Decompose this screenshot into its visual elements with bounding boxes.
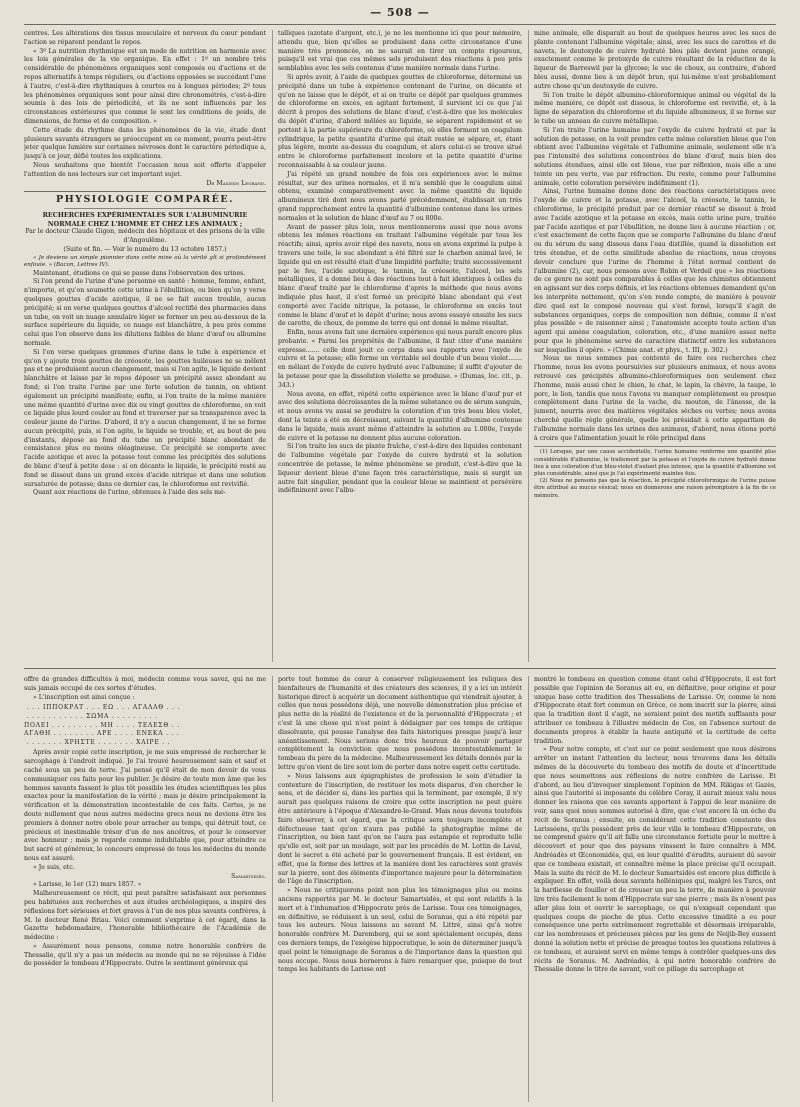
article-title: RECHERCHES EXPÉRIMENTALES SUR L'ALBUMINURIE NORMALE CHEZ L'HOMME ET CHEZ LES ANIMAUX ; <box>42 211 248 228</box>
paragraph: J'ai répété un grand nombre de fois ces expériences avec le même résultat, sur des urines normales, et il m'a semblé que le coagulum ainsi obtenu, examiné comparativement avec la même quantité du liquide albumineux tiré dont nous avons parlé précédemment, établissait un très grand rapprochement entre la quantité d'albumine contenue dans les urines normales et la solution de blanc d'œuf au 7 ou 800e. <box>278 170 522 222</box>
inscription-line: . . . ΙΠΠΟΚΡΑΤ . . . ΕΩ . . . ΑΓΑΛΑΘ . . . <box>24 704 181 712</box>
signature: Samartsidès. <box>231 872 266 880</box>
paragraph: Nous avons, en effet, répété cette expérience avec le blanc d'œuf pur et avec des solutions décroissantes de la même substance ou de sérum sanguin, et nous avons vu aussi se produire la coloration d'un très beau bleu violet, dont la teinte a été en décroissant, suivant la quantité d'albumine contenue dans le liquide, mais avant même d'atteindre la solution au 1.000e, l'oxyde de cuivre et la potasse ne donnent plus aucune coloration. <box>278 390 522 442</box>
paragraph: montré le tombeau en question comme étant celui d'Hippocrate, il est fort possible que l'opinion de Soranus ait eu, en définitive, pour origine et pour unique base cette tradition des Thessaliens de Larisse. Or, comme le nom d'Hippocrate était fort commun en Grèce, ce nom inscrit sur la pierre, ainsi que la tradition dont il s'agit, ne seraient point des motifs suffisants pour attribuer ce tombeau à l'illustre médecin de Cos, en l'absence surtout de documents propres à établir la haute antiquité et la certitude de cette tradition. <box>534 676 776 745</box>
paragraph: « 3º La nutrition rhythmique est un mode de nutrition en harmonie avec les lois générales de la vie organique. En effet : 1º un nombre très considérable de phénomènes organiques sont composés ou d'actions et de repos alternatifs à temps réguliers, ou d'actions opposées se succédant l'une à l'autre, c'est-à-dire rhythmiques à courtes ou à longues périodes; 2º tous les phénomènes organiques sont pour ainsi dire chronométrés, c'est-à-dire soumis à des lois de périodicité, et ils ne sont influencés par les circonstances extérieures que comme le sont les conditions de poids, de dimensions, de forme et de composition. » <box>24 47 266 125</box>
paragraph: Maintenant, étudions ce qui se passe dans l'observation des urines. <box>33 269 246 277</box>
paragraph: mine animale, elle disparaît au bout de quelques heures avec les sucs de plante contenant l'albumine végétale; ainsi, avec les sucs de carottes et de navets, le deutoxyde de cuivre hydraté bleu pâle devient jaune orangé, exactement comme le protoxyde de cuivre résultant de la réduction de la liqueur de Barreswil par la glycose; le suc de choux, au contraire, d'abord bleu aussi, donne lieu à un dépôt brun, qui lui-même n'est probablement autre chose qu'un deutoxyde de cuivre. <box>534 30 776 90</box>
paragraph: Enfin, nous avons fait une dernière expérience qui nous paraît encore plus probante. « Parmi les propriétés de l'albumine, il faut citer d'une manière expresse....... celle dont jouit ce corps dans ses rapports avec l'oxyde de cuivre et la potasse; elle forme un véritable sel double d'un beau violet....... en mêlant de l'oxyde de cuivre hydraté avec l'albumine; il suffit d'ajouter de la potasse pour que la dissolution violette se produise. » (Dumas, loc. cit., p. 343.) <box>278 329 522 389</box>
footnotes <box>534 446 776 499</box>
paragraph: porte tout homme de cœur à conserver religieusement les reliques des bienfaiteurs de l'humanité et des créateurs des sciences, il y a ici un intérêt historique direct à acquérir un document authentique qui viendrait ajouter, à celles que nous possédons déjà, une nouvelle démonstration plus précise et plus nette de la réalité de l'existence et de la personnalité d'Hippocrate ; et c'est là une chose qui n'est point à dédaigner par ces temps de critique dissolvante, qui pousse l'analyse des faits historiques presque jusqu'à leur anéantissement. Nous serions donc très heureux de pouvoir partager complètement la conviction que nous possédons incontestablement le tombeau du père de la médecine. Malheureusement les détails donnés par la lettre qu'on vient de lire sont loin de porter dans notre esprit cette certitude. <box>278 676 522 771</box>
footnote: (1) Lorsque, par une cause accidentelle, l'urine humaine renferme une quantité plus considérable d'albumine, le traitement par la potasse et l'oxyde de cuivre hydraté donne lieu à une coloration d'un bleu-violet d'autant plus intense, que la quantité d'albumine est plus considérable, ainsi que je l'ai expérimenté maintes fois. <box>534 449 776 478</box>
paragraph: Si l'on traite les sucs de plante fraîche, c'est-à-dire des liquides contenant de l'albumine végétale par l'oxyde de cuivre hydraté et la solution concentrée de potasse, le même phénomène se produit, c'est-à-dire que la liqueur devient bleue d'une façon très caractéristique, mais si surgit un autre fait singulier, pendant que la couleur bleue se maintient et persévère indéfiniment avec l'albu- <box>278 443 522 495</box>
inscription-line: . . . . . . . . . . . ΣΩΜΑ . . . . . . . . . <box>24 712 158 720</box>
column-1 <box>24 30 266 662</box>
paragraph: Si l'on verse quelques grammes d'urine dans le tube à expérience et qu'on y ajoute trois gouttes de créosote, les gouttes huileuses ne se mêlent pas et ne produisent aucun changement, mais si l'on agite, le liquide devient blanchâtre et laisse par le repos déposer un précipité assez abondant au fond; si l'on traite l'urine par une forte solution de tannin, on obtient également un précipité manifeste; enfin, si l'on traite de la même manière une même quantité d'urine avec dix ou vingt gouttes de chloroforme, on voit ce liquide plus lourd couler au fond et traverser par sa transparence avec la couleur jaune de l'urine. D'abord, il n'y a aucun changement, il ne se forme aucun précipité, puis, si l'on agite, le liquide se trouble, et, au bout de peu d'instants, dépose au fond du tube un précipité blanc abondant de consistance plus ou moins oléagineuse. Ce précipité se comporte avec l'acide azotique et avec la potasse tout comme les précipités des solutions de blanc d'œuf à petite dose : si on décante le liquide, le précipité resté au fond se dissout dans un grand excès d'acide nitrique et dans une solution sursaturée de potasse; dans ce dernier cas, le chloroforme est revivifié. <box>24 348 266 488</box>
column-3 <box>534 30 776 662</box>
paragraph: Si l'on traite le dépôt albumino-chloroformique animal ou végétal de la même manière, ce dépôt est dissous, le chloroforme est revivifié, et, à la ligne de séparation du chloroforme et du liquide albumineux, il se forme sur le tube un anneau de cuivre métallique. <box>534 91 776 125</box>
paragraph: centres. Les altérations des tissus musculaire et nerveux du cœur pendant l'action se réparent pendant le repos. <box>24 30 266 46</box>
header-rule <box>24 24 776 25</box>
paragraph: » Je suis, etc. <box>33 863 75 871</box>
inscription-line: . . . . . . . ΧΡΗΣΤΕ . . . . . . . ΧΑΙΡΕ . . <box>24 738 171 746</box>
section-title: PHYSIOLOGIE COMPARÉE. <box>56 194 234 206</box>
paragraph: Avant de passer plus loin, nous mentionnerons aussi que nous avons obtenu les mêmes réactions en traitant l'albumine végétale par tous les réactifs; ainsi, après avoir râpé des navets, nous en avons exprimé la pulpe à travers une toile, le suc abondant a été filtré sur le charbon animal lavé, le liquide qui en est résulté était d'une limpidité parfaite; traité successivement par le feu, l'acide azotique, le tannin, la créosote, l'alcool, les sels métalliques, il a donné lieu à des réactions tout à fait identiques à celles du blanc d'œuf traité par le chloroforme d'après la méthode que nous avons indiquée plus haut, il s'est formé un précipité blanc abondant qui s'est comporté avec l'acide nitrique, la potasse, le chloroforme en excès tout comme le blanc d'œuf et le dépôt d'urine; nous avons essayé ensuite les sucs de carotte, de choux, de pomme de terre qui ont donné le même résultat. <box>278 223 522 328</box>
inscription-line: ΑΓΑΘΗ . . . . . . . . ΑΡΕ . . . . ΕΝΕΚΑ . . . <box>24 730 180 738</box>
paragraph: talliques (azotate d'argent, etc.), je ne les mentionne ici que pour mémoire, attendu que, bien qu'elles se produisent dans cette circonstance d'une manière très prononcée, on ne saurait en tirer un compte rigoureux, puisqu'il est vrai que ces mêmes sels produisent des réactions à peu près semblables avec les sels contenus d'une manière normale dans l'urine. <box>278 30 522 73</box>
paragraph: » Nous ne critiquerons point non plus les témoignages plus ou moins anciens rapportés par M. le docteur Samartsidès, et qui sont relatifs à la mort et à l'inhumation d'Hippocrate près de Larisse. Tous ces témoignages, en définitive, se réduisent à un seul, celui de Soranus, qui a été répété par tous les auteurs. Nous laissons au savant M. Littré, ainsi qu'à notre honorable confrère M. Daremberg, qui se sont spécialement occupés, dans ces derniers temps, de l'exégèse hippocratique, le soin de déterminer jusqu'à quel point le témoignage de Soranus a de l'importance dans la question qui nous occupe. Nous nous bornerons à faire remarquer que, puisque de tout temps les habitants de Larisse ont <box>278 887 522 974</box>
column-divider <box>272 30 273 662</box>
column-5 <box>278 676 522 1102</box>
paragraph: » L'inscription est ainsi conçue : <box>33 693 135 701</box>
paragraph: offre de grandes difficultés à moi, médecin comme vous savez, qui ne me suis jamais occupé de ces sortes d'études. <box>24 676 266 692</box>
byline: Par le docteur Claude Gigon, médecin des hôpitaux et des prisons de la ville d'Angoulême. <box>25 228 265 245</box>
fold-rule <box>24 668 776 669</box>
footnote: (2) Nous ne pensons pas que la réaction, le précipité chloroformique de l'urine puisse être attribué au mucus vésical; nous en donnerons une raison péremptoire à la fin de ce mémoire. <box>534 478 776 499</box>
column-divider <box>528 676 529 1102</box>
paragraph: Si l'on prend de l'urine d'une personne en santé : homme, femme, enfant, n'importe, et qu'on soumette cette urine à l'ébullition, ou bien qu'on y verse quelques gouttes d'acide azotique, il ne se fait aucun trouble, aucun précipité; si on verse quelques gouttes d'alcool rectifié des pharmacies dans un tube, on voit un nuage annulaire léger se former un peu au-dessous de la surface supérieure du liquide, ce nuage est blanchâtre, à peu près comme celui que l'on observe dans les dilutions faibles de blanc d'œuf ou albumine normale. <box>24 278 266 347</box>
paragraph: Si l'on traite l'urine humaine par l'oxyde de cuivre hydraté et par la solution de potasse, on la voit prendre cette même coloration bleue que l'on obtient avec l'albumine végétale et l'albumine animale, seulement elle n'a pas l'intensité des solutions concentrées de blanc d'œuf, mais bien des solutions étendues, ainsi elle est bleue, vue par réflexion, mais elle a une teinte un peu verte, vue par réfraction. Du reste, comme pour l'albumine animale, cette coloration persévère indéfiniment (1). <box>534 126 776 187</box>
paragraph: Si après avoir, à l'aide de quelques gouttes de chloroforme, déterminé un précipité dans un tube à expérience contenant de l'urine, on décante et qu'on ne laisse que le dépôt, et si on traite ce dépôt par quelques grammes de chloroforme en excès, en agitant fortement, il survient ici ce que j'ai décrit à propos des solutions de blanc d'œuf, c'est-à-dire que les molécules du dépôt d'urine, d'abord mêlées au liquide, se séparent rapidement et se portent à la partie supérieure du chloroforme, où elles forment un coagulum cylindrique, la petite quantité d'urine qui était restée se sépare, et, étant plus légère, monte au-dessus du coagulum, et alors celui-ci se trouve situé entre le chloroforme parfaitement incolore et la petite quantité d'urine reconnaissable à sa couleur jaune. <box>278 73 522 169</box>
column-6 <box>534 676 776 1102</box>
column-divider <box>272 676 273 1102</box>
page-number: — 508 — <box>370 6 430 19</box>
epigraph: « Je deviens un simple pionnier dans cette mine où la vérité gît si profondément enfouie. » (Bacon, Lettres IV). <box>24 254 266 269</box>
section-rule <box>64 208 226 209</box>
paragraph: Malheureusement ce récit, qui peut paraître satisfaisant aux personnes peu habituées aux recherches et aux études archéologiques, a inspiré des réflexions fort sérieuses et fort graves à l'un de nos plus savants confrères, à M. le docteur René Briau. Voici comment s'exprime à cet égard, dans la Gazette hebdomadaire, l'honorable bibliothécaire de l'Académie de médecine : <box>24 890 266 942</box>
inscription-line: ΠΟΛΕΙ . . . . . . . . . ΜΗ . . . . ΤΕΛΕΣΘ . . <box>24 721 180 729</box>
paragraph: Nous souhaitons que bientôt l'occasion nous soit offerte d'appeler l'attention de nos lecteurs sur cet important sujet. <box>24 161 266 178</box>
paragraph: Ainsi, l'urine humaine donne donc des réactions caractéristiques avec l'oxyde de cuivre et la potasse, avec l'alcool, la créosote, le tannin, le chloroforme, le précipité produit par ce dernier réactif se dissout à froid avec l'acide azotique et la potasse en excès, mais cette urine pure, traitée par l'acide azotique et par l'ébullition, ne donne lieu à aucune réaction ; or, c'est exactement de cette façon que se comporte l'albumine du blanc d'œuf ou du sérum du sang dissous dans l'eau distillée, quand la dissolution est très étendue, et de cette similitude absolue de réactions, nous croyons devoir conclure que l'urine de l'homme à l'état normal contient de l'albumine (2), car, nous pensons avec Robin et Verdeil que « les réactions de ce genre ne sont pas comparables à celles que les chimistes obtiennent en agissant sur des corps définis, et les réactions obtenues demandent qu'on les interprète nettement, qu'on s'en rende compte, de manière à pouvoir dire quel est le composé nouveau qui s'est formé, lorsqu'il s'agit de substances organiques, corps de composition non définie, comme il n'est plus possible » de raisonner ainsi ; l'anatomiste accepte toute action d'un agent qui amène coagulation, coloration, etc., d'une manière assez nette pour que le phénomène serve de caractère distinctif entre les substances sur lesquelles il opère. » (Chimie anat. et phys., t. III, p. 302.) <box>534 188 776 354</box>
section-rule <box>24 191 266 192</box>
paragraph: Quant aux réactions de l'urine, obtenues à l'aide des sels mé- <box>33 489 226 497</box>
paragraph: « Assurément nous pensons, comme notre honorable confrère de Thessalie, qu'il n'y a pas un médecin au monde qui ne se réjouisse à l'idée de posséder le tombeau d'Hippocrate. Outre le sentiment généreux qui <box>24 942 266 968</box>
column-2 <box>278 30 522 662</box>
column-4 <box>24 676 266 1102</box>
paragraph: Nous ne nous sommes pas contenté de faire ces recherches chez l'homme, nous les avons poursuivies sur plusieurs animaux, et nous avons retrouvé ces précipités albumino-chloroformiques non seulement chez l'homme, mais aussi chez le chien, le chat, le lapin, la chèvre, la taupe, le porc, le lion, tandis que nous l'avons vu manquer complètement ou presque complètement dans l'urine de la vache, du mouton, de l'ânesse, de la jument, nourris avec des matières végétales sèches ou vertes; nous avons cherché quelle règle générale, quelle loi présidait à cette apparition de l'albumine normale dans les urines des animaux, d'abord, nous étions porté à croire que l'alimentation jouait le rôle principal dans <box>534 355 776 442</box>
column-divider <box>528 30 529 662</box>
dateline: » Larisse, le 1er (12) mars 1857. » <box>33 881 142 889</box>
greek-inscription <box>24 704 266 747</box>
signature: Dr Maximin Legrand. <box>206 179 266 187</box>
paragraph: Après avoir copié cette inscription, je me suis empressé de rechercher le sarcophage à l'endroit indiqué. Je l'ai trouvé heureusement sain et sauf et caché sous un peu de terre. J'ai pensé qu'il était de mon devoir de vous communiquer ces faits pour les publier. Je désire de toute mon âme que les hommes savants fassent le plus tôt possible les études scientifiques les plus exactes pour la manifestation de la vérité ; mais je désire principalement la vérification et la démonstration incontestable de ces faits. Certes, je ne doute nullement que nous autres médecins grecs nous ne devions être les premiers à donner notre obole pour arracher au temps, qui détruit tout, ce précieux et inestimable trésor d'un de nos ancêtres, et pour le conserver avec honneur ; mais je regarde comme indubitable que, pour atteindre ce but sacré et généreux, le concours empressé de tous les médecins du monde nous est assuré. <box>24 749 266 862</box>
paragraph: » Nous laissons aux épigraphistes de profession le soin d'étudier la contexture de l'inscription, de restituer les mots disparus, d'en chercher le sens, et de décider si, dans les parties qui la terminent, par exemple, il n'y aurait pas quelques raisons de croire que cette inscription ne peut guère être antérieure à l'époque d'Alexandre-le-Grand. Mais nous devons toutefois faire observer, à cet égard, que la critique sera toujours incomplète et défectueuse tant qu'on n'aura pas publié la photographie même de l'inscription, ou bien tant qu'on ne l'aura pas estampée et reproduite telle qu'elle est, soit par un moulage, soit par les procédés de M. Lottin de Laval, dont le secret a été acheté par le gouvernement français. Il est évident, en effet, que la forme des lettres et la manière dont les caractères sont gravés sur la pierre, sont des éléments d'importance majeure pour la détermination de l'âge de l'inscription. <box>278 772 522 886</box>
continued-note: (Suite et fin. — Voir le numéro du 13 octobre 1857.) <box>63 245 227 253</box>
paragraph: Cette étude du rhythme dans les phénomènes de la vie, étude dont plusieurs savants étrangers se préoccupent en ce moment, pourra peut-être jeter quelque lumière sur certaines névroses dont le caractère périodique a, jusqu'à ce jour, défié toutes les explications. <box>24 126 266 161</box>
paragraph: » Pour notre compte, et c'est sur ce point seulement que nous désirons arrêter un instant l'attention du lecteur, nous trouvons dans les détails mêmes de la découverte du tombeau des motifs de doute et d'incertitude que nous soumettons aux réflexions de notre confrère de Larisse. Et d'abord, au lieu d'invoquer simplement l'opinion de MM. Rikigas et Gazès, ainsi que l'autorité si imposante du célèbre Coray, il aurait mieux valu nous donner les raisons que ces savants apportent à l'appui de leur manière de voir, sans quoi nous sommes autorisé à dire, que c'est encore là un écho du récit de Soranus ; ensuite, en considérant cette tradition constante des Larisséens, qu'ils possèdent près de leur ville le tombeau d'Hippocrate, on ne comprend guère qu'il ait fallu une circonstance fortuite pour le mettre à découvert et pour que des paysans vinssent le faire connaître à MM. Andréadès et Œconomidès, qui, en leur qualité d'érudits, auraient dû savoir que ce tombeau existait, et connaître même la place précise qu'il occupait. Mais la suite du récit de M. le docteur Samartsidès est encore plus difficile à expliquer. En effet, voilà deux savants helléniques qui, malgré les Turcs, ont la hardiesse de fouiller et de creuser un peu la terre, de manière à pouvoir lire très facilement le nom d'Hippocrate sur une pierre ; mais ils n'osent pas aller plus loin et ouvrir le sarcophage, ce qui n'exigeait cependant que quelques coups de pioche de plus. Cette excessive timidité a eu pour conséquence une perte extrêmement regrettable et désormais irréparable, car les nombreuses et précieuses pièces par les gens de Neijib-Bey eussent donné la solution nette et précise de presque toutes les questions relatives à ce tombeau, et auraient servi en même temps à contrôler quelques-uns des récits de Soranus. M. Andréadès, à qui notre honorable confrère de Thessalie donne le titre de savant, voit ce pillage du sarcophage et <box>534 746 776 974</box>
